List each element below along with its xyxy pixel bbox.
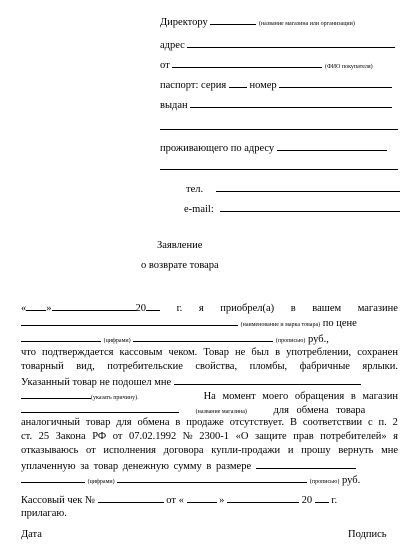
body-word: от [85,445,96,456]
body-word: прав [293,431,314,442]
body-word: употреблении, [286,347,352,358]
price-words-field[interactable] [133,331,273,342]
email-line [184,201,400,216]
body-word: РФ [92,431,107,442]
body-word: «О [235,431,249,442]
body-word: № [182,431,193,442]
amount-words-hint: (прописью) [309,479,340,485]
issued-line [160,97,392,112]
body-word: отсутствует. [229,417,285,428]
passport-line [160,77,392,92]
product-name-hint: (наименование и марка товара) [240,322,321,328]
body-word: вашем [312,303,342,314]
amount-digits-hint: (цифрами) [87,479,115,485]
address-line [160,37,395,52]
receipt-month-field[interactable] [227,492,299,503]
body-word: 25 [38,431,50,442]
body-word: магазине [357,303,398,314]
body-line-5 [21,360,398,373]
body-word: товар [85,417,111,428]
tel-label: тел. [186,184,204,195]
body-word: купли-продажи [211,445,281,456]
reason-hint: (указать причину). [91,395,139,401]
body-word: 07.02.1992 [128,431,177,442]
date-label: Дата [21,529,42,540]
purchase-year-prefix: 20 [135,303,146,314]
body-word: Товар [203,347,229,358]
date-quote-open: « [21,303,27,314]
from-field[interactable] [172,57,322,68]
store-name-hint: (название магазина) [195,409,247,415]
body-word: вид, [76,361,95,372]
body-word: мне [381,445,398,456]
date-quote-close: » [46,303,52,314]
residing-field[interactable] [277,140,387,151]
receipt-date-open: от « [166,495,184,506]
body-word: я [393,431,398,442]
body-line-14 [21,492,337,507]
body-word: в [175,417,181,428]
body-line-11 [21,444,398,457]
residing-continuation-field[interactable] [160,169,398,170]
receipt-label: Кассовый чек № [21,495,96,506]
body-text: На момент моего обращения в магазин [203,391,398,402]
body-word: ярлыки. [362,361,398,372]
residing-label: проживающего по адресу [160,143,275,154]
from-hint: (ФИО покупателя) [324,64,373,70]
body-word: договора [163,445,204,456]
body-word: я [198,303,204,314]
body-word: соответствии [302,417,363,428]
passport-number-field[interactable] [279,77,392,88]
address-label: адрес [160,40,185,51]
body-word: В [289,417,297,428]
body-line-13 [21,472,360,489]
body-line-6 [21,374,361,389]
product-name-field[interactable] [21,315,238,326]
document-title: Заявление [157,240,203,251]
body-word: п. [378,417,387,428]
body-word: 2 [392,417,398,428]
reason-continuation-field[interactable] [21,388,91,399]
body-word: продаже [186,417,224,428]
passport-number-label: номер [249,80,277,91]
body-word: г. [176,303,183,314]
receipt-day-field[interactable] [187,492,217,503]
body-word: обмена [137,417,170,428]
email-label: e-mail: [184,204,214,215]
email-field[interactable] [220,201,400,212]
body-word: товарный [21,361,64,372]
rub-label: руб., [308,334,329,345]
body-word: был [251,347,270,358]
receipt-year-prefix: 20 [301,495,313,506]
from-line [160,57,373,74]
body-word: потребительские [107,361,183,372]
purchase-month-field[interactable] [52,300,136,311]
signature-label: Подпись [348,529,387,540]
director-line [160,14,355,31]
body-line-4 [21,346,398,359]
price-words-hint: (прописью) [275,338,306,344]
address-field[interactable] [187,37,395,48]
body-word: прошу [301,445,331,456]
purchase-year-field[interactable] [146,300,160,311]
body-word: в [290,303,296,314]
body-word: для [116,417,132,428]
body-text: для обмена товара [273,405,366,416]
amount-label: уплаченную за товар денежную сумму в размере [21,461,252,472]
amount-field[interactable] [256,458,356,469]
body-word: от [112,431,123,442]
price-digits-hint: (цифрами) [103,338,131,344]
body-word: фабричные [299,361,350,372]
body-word: не [235,347,246,358]
store-name-field[interactable] [21,402,179,413]
rub-label: руб. [342,475,361,486]
body-word: с [368,417,373,428]
purchase-day-field[interactable] [26,300,46,311]
tel-line [186,181,400,196]
body-word: и [287,445,294,456]
body-line-2 [21,315,357,332]
receipt-year-suffix: г. [331,495,338,506]
body-line-10 [21,430,398,443]
body-line-1 [21,300,398,315]
body-word: приобрел(а) [220,303,275,314]
body-word: Закона [55,431,86,442]
body-word: свойства, [195,361,238,372]
reason-field[interactable] [174,374,361,385]
document-subtitle: о возврате товара [141,260,219,271]
from-label: от [160,60,170,71]
body-word: 2300-1 [199,431,230,442]
receipt-date-close: » [219,495,225,506]
reason-label: Указанный товар не подошел мне [21,377,172,388]
issued-continuation-field[interactable] [160,129,398,130]
body-word: чеком. [168,347,198,358]
body-line-9 [21,416,398,429]
issued-field[interactable] [190,97,392,108]
price-digits-field[interactable] [21,331,101,342]
receipt-year-field[interactable] [315,492,329,503]
tel-field[interactable] [216,181,400,192]
body-word: исполнения [103,445,156,456]
receipt-number-field[interactable] [98,492,164,503]
body-word: что [21,347,36,358]
body-word: потребителей» [320,431,387,442]
director-hint: (название магазина или организации) [258,21,355,27]
body-word: отказываюсь [21,445,79,456]
passport-series-field[interactable] [229,77,247,88]
body-word: вернуть [338,445,374,456]
amount-digits-field[interactable] [21,472,85,483]
body-word: ст. [21,431,33,442]
director-field[interactable] [210,14,256,25]
issued-label: выдан [160,100,188,111]
body-word: сохранен [357,347,398,358]
price-label: по цене [322,318,357,329]
passport-series-label: паспорт: серия [160,80,227,91]
body-line-12 [21,458,356,473]
director-label: Директору [160,17,208,28]
residing-line [160,140,387,155]
amount-words-field[interactable] [117,472,307,483]
body-word: в [275,347,281,358]
body-word: кассовым [119,347,163,358]
body-line-15: прилагаю. [21,508,67,519]
body-word: пломбы, [249,361,288,372]
body-word: аналогичный [21,417,81,428]
body-word: защите [254,431,287,442]
body-word: подтверждается [42,347,114,358]
